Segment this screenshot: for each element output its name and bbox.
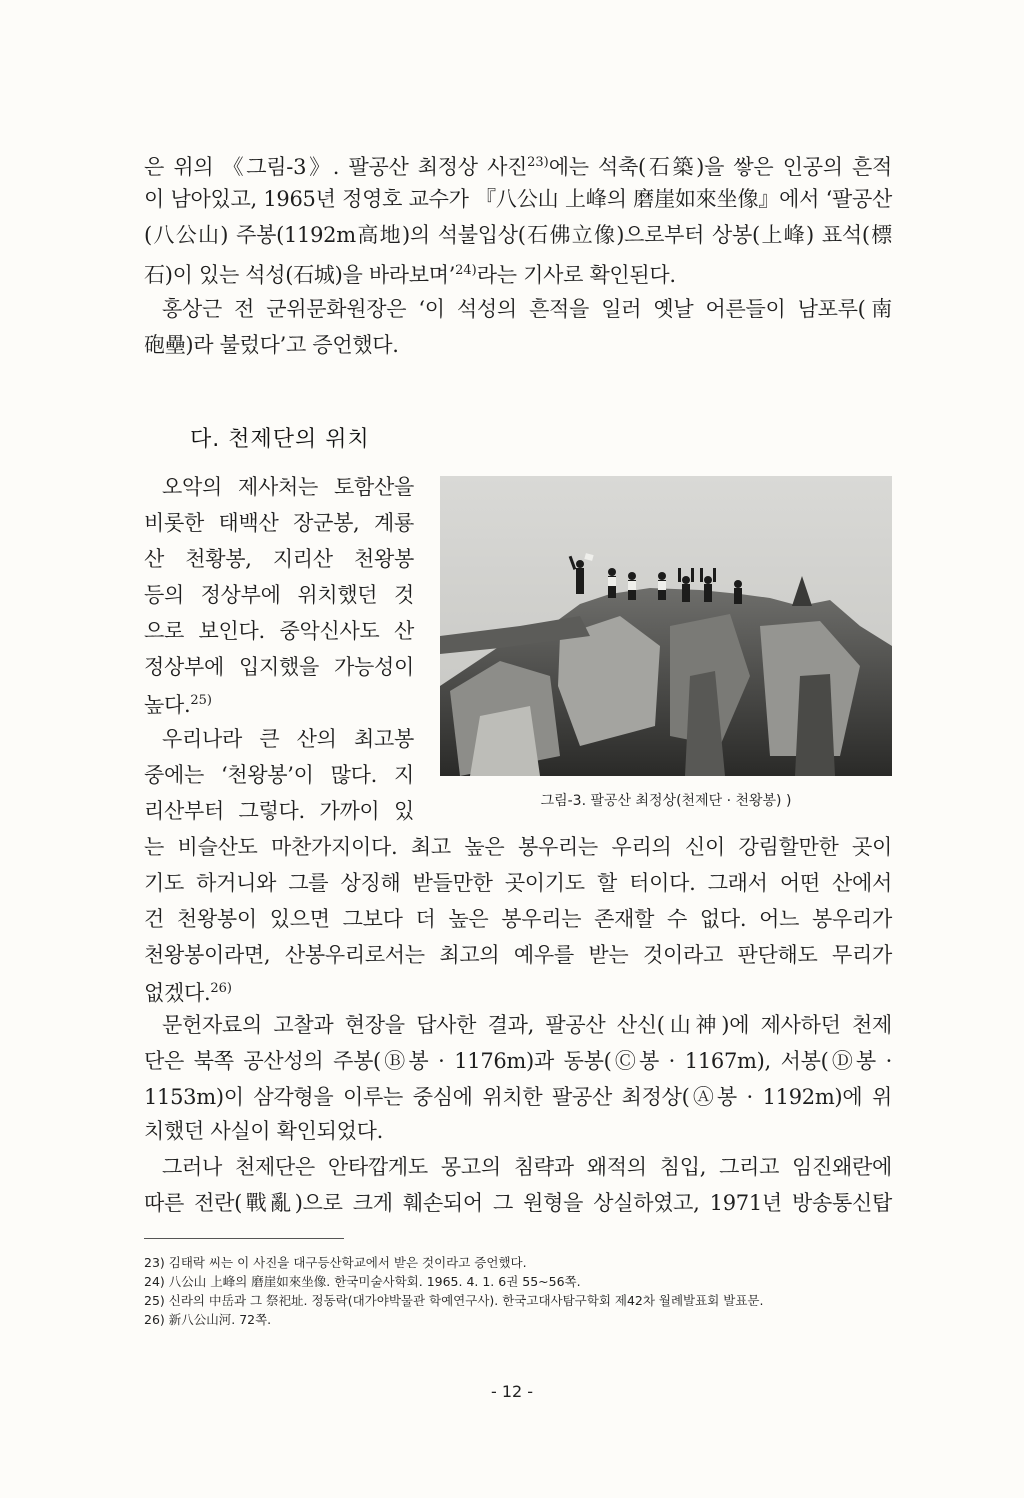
body-line: 으로 보인다. 중악신사도 산 xyxy=(144,619,414,643)
body-line: 중에는 ‘천왕봉’이 많다. 지 xyxy=(144,763,414,787)
body-line: 이 남아있고, 1965년 정영호 교수가 『八公山 上峰의 磨崖如來坐像』에서 ‘팔공산 xyxy=(144,187,892,211)
figure-caption: 그림-3. 팔공산 최정상(천제단 · 천왕봉) ) xyxy=(540,793,792,809)
body-line: (八公山) 주봉(1192m高地)의 석불입상(石佛立像)으로부터 상봉(上峰) 표석(標 xyxy=(144,223,892,247)
body-line: 비롯한 태백산 장군봉, 계룡 xyxy=(144,511,414,535)
body-line: 천왕봉이라면, 산봉우리로서는 최고의 예우를 받는 것이라고 판단해도 무리가 xyxy=(144,943,892,967)
footnote-divider xyxy=(144,1238,344,1239)
footnote-ref: 25) xyxy=(190,693,212,708)
body-line: 우리나라 큰 산의 최고봉 xyxy=(162,727,414,751)
footnote: 25) 신라의 中岳과 그 祭祀址. 정동락(대가야박물관 학예연구사). 한국고대사탐구학회 제42차 월례발표회 발표문. xyxy=(144,1293,764,1308)
body-line: 砲壘)라 불렀다’고 증언했다. xyxy=(144,333,399,357)
body-line: 오악의 제사처는 토함산을 xyxy=(162,475,414,499)
footnote: 23) 김태락 씨는 이 사진을 대구등산학교에서 받은 것이라고 증언했다. xyxy=(144,1255,527,1270)
body-line: 따른 전란(戰亂)으로 크게 훼손되어 그 원형을 상실하였고, 1971년 방송통신탑 xyxy=(144,1191,892,1215)
summit-photo xyxy=(440,476,892,776)
footnote-ref: 24) xyxy=(455,263,477,278)
footnote: 24) 八公山 上峰의 磨崖如來坐像. 한국미술사학회. 1965. 4. 1. 6권 55~56쪽. xyxy=(144,1274,581,1289)
body-line: 은 위의 《그림-3》. 팔공산 최정상 사진$^{23)}$에는 석축(石築)을 쌓은 인공의 흔적 xyxy=(144,155,892,179)
body-line: 1153m)이 삼각형을 이루는 중심에 위치한 팔공산 최정상(Ⓐ봉 · 1192m)에 위 xyxy=(144,1085,892,1109)
footnote: 26) 新八公山河. 72쪽. xyxy=(144,1312,272,1327)
body-line: 높다.$^{25)}$ xyxy=(144,693,212,717)
body-line: 홍상근 전 군위문화원장은 ‘이 석성의 흔적을 일러 옛날 어른들이 남포루(南 xyxy=(162,297,892,321)
body-line: 기도 하거니와 그를 상징해 받들만한 곳이기도 할 터이다. 그래서 어떤 산에서 xyxy=(144,871,892,895)
footnote-ref: 23) xyxy=(527,155,549,170)
body-line: 건 천왕봉이 있으면 그보다 더 높은 봉우리는 존재할 수 없다. 어느 봉우리가 xyxy=(144,907,892,931)
body-line: 등의 정상부에 위치했던 것 xyxy=(144,583,414,607)
footnote-ref: 26) xyxy=(210,981,232,996)
body-line: 없겠다.$^{26)}$ xyxy=(144,981,232,1005)
body-line: 石)이 있는 석성(石城)을 바라보며’$^{24)}$라는 기사로 확인된다. xyxy=(144,263,676,287)
body-line: 그러나 천제단은 안타깝게도 몽고의 침략과 왜적의 침입, 그리고 임진왜란에 xyxy=(162,1155,892,1179)
section-heading: 다. 천제단의 위치 xyxy=(190,427,370,452)
body-line: 문헌자료의 고찰과 현장을 답사한 결과, 팔공산 산신(山神)에 제사하던 천제 xyxy=(162,1013,892,1037)
body-line: 는 비슬산도 마찬가지이다. 최고 높은 봉우리는 우리의 신이 강림할만한 곳이 xyxy=(144,835,892,859)
page-number: - 12 - xyxy=(490,1382,534,1401)
body-line: 정상부에 입지했을 가능성이 xyxy=(144,655,414,679)
body-line: 치했던 사실이 확인되었다. xyxy=(144,1119,383,1143)
body-line: 리산부터 그렇다. 가까이 있 xyxy=(144,799,414,823)
body-line: 단은 북쪽 공산성의 주봉(Ⓑ봉 · 1176m)과 동봉(Ⓒ봉 · 1167m), 서봉(Ⓓ봉 · xyxy=(144,1049,892,1073)
body-line: 산 천황봉, 지리산 천왕봉 xyxy=(144,547,414,571)
